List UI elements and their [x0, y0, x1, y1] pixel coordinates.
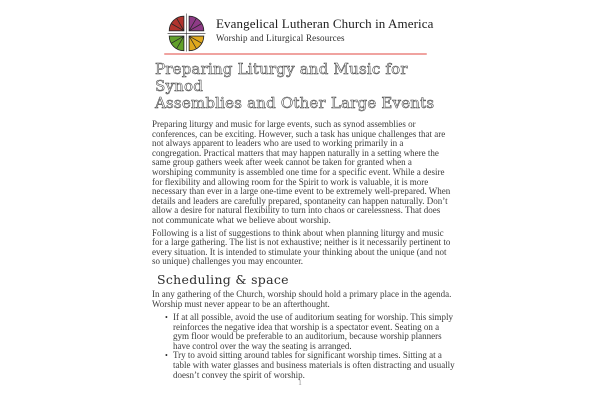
section-heading-scheduling-and-space: Scheduling & space — [157, 271, 289, 287]
org-name: Evangelical Lutheran Church in America — [216, 16, 434, 31]
header-divider-rule — [164, 53, 427, 55]
elca-logo-icon — [166, 13, 207, 52]
bullet-icon: • — [165, 351, 168, 361]
list-item — [165, 351, 457, 380]
list-item-text: Try to avoid sitting around tables for significant worship times. Sitting at a table with water glasses and business materials is often distracting and usually doesn’t convey the spirit of worship. — [173, 350, 455, 380]
document-page — [150, 13, 459, 380]
section-paragraph: In any gathering of the Church, worship should hold a primary place in the agenda. Worship must never appear to be an afterthought. — [152, 288, 452, 309]
document-header — [150, 13, 459, 52]
page-number: 1 — [298, 379, 302, 387]
list-item — [165, 313, 457, 351]
dept-name: Worship and Liturgical Resources — [216, 33, 345, 43]
list-item-text: If at all possible, avoid the use of auditorium seating for worship. This simply reinforces the negative idea that worship is a spectator event. Seating on a gym floor would be preferable to an auditorium, because worship planners have control over the way the seating is arranged. — [173, 312, 454, 351]
header-text-block — [216, 13, 434, 44]
page-title — [150, 61, 459, 112]
page-title-line1: Preparing Liturgy and Music for Synod — [155, 60, 408, 95]
page-title-line2: Assemblies and Other Large Events — [155, 94, 435, 112]
bullet-icon: • — [165, 313, 168, 323]
intro-paragraph-1: Preparing liturgy and music for large events, such as synod assemblies or conferences, can be exciting. However, such a task has unique challenges that are not always apparent to leaders who are used to working primarily in a congregation. Practical matters that may happen naturally in a setting where the same group gathers week after week cannot be taken for granted when a worshiping community is assembled one time for a specific event. While a desire for flexibility and allowing room for the Spirit to work is valuable, it is more necessary than ever in a large one-time event to be extremely well-prepared. When details and leaders are carefully prepared, spontaneity can happen naturally. Don’t allow a desire for natural flexibility to turn into chaos or carelessness. That does not communicate what we believe about worship. — [152, 119, 451, 225]
bullet-list — [150, 313, 457, 380]
intro-paragraph-2: Following is a list of suggestions to think about when planning liturgy and music for a large gathering. The list is not exhaustive; neither is it necessarily pertinent to every situation. It is intended to stimulate your thinking about the unique (and not so unique) challenges you may encounter. — [152, 227, 451, 267]
